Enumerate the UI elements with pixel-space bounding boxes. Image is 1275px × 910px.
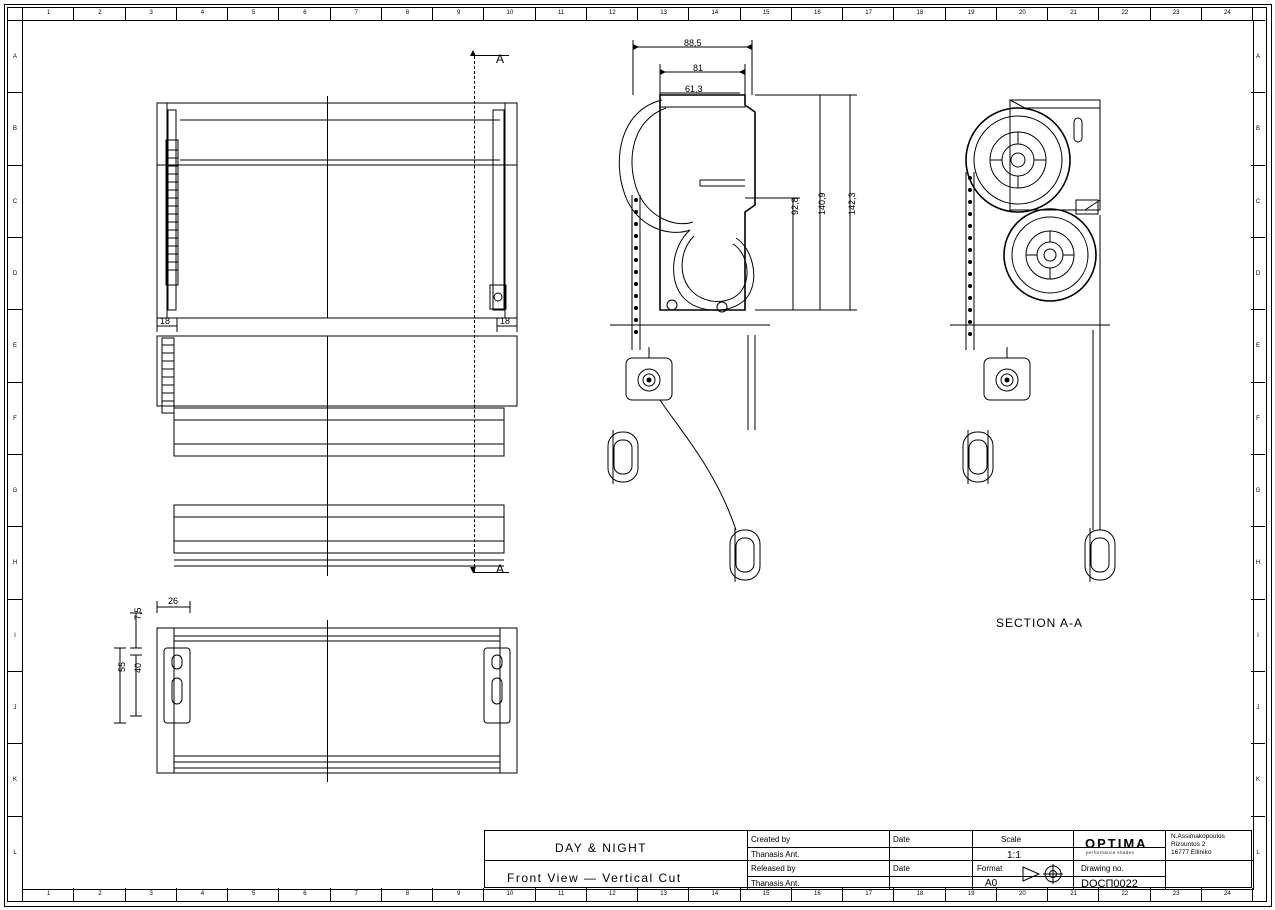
drawing-no-value: DOCΠ0022 (1081, 878, 1138, 890)
ruler-cell: 1 (22, 7, 74, 20)
ruler-cell: 15 (740, 888, 792, 901)
ruler-cell: B (8, 92, 22, 165)
ruler-cell: 23 (1150, 7, 1202, 20)
dim-81: 81 (693, 63, 704, 73)
ruler-cell: K (1251, 743, 1265, 816)
ruler-cell: 19 (945, 7, 997, 20)
ruler-cell: 12 (586, 888, 638, 901)
ruler-cell: C (1251, 165, 1265, 238)
ruler-cell: B (1251, 92, 1265, 165)
title-block (484, 830, 1252, 888)
ruler-cell: G (1251, 454, 1265, 527)
ruler-cell: 11 (535, 7, 587, 20)
company-address-line-1: N.Assimakopoulos (1171, 833, 1225, 840)
dim-18-right: 18 (500, 316, 511, 326)
ruler-cell: 10 (483, 888, 535, 901)
ruler-cell: 4 (176, 888, 228, 901)
ruler-cell: 20 (996, 7, 1048, 20)
ruler-cell: 2 (73, 888, 125, 901)
scale-label: Scale (1001, 835, 1022, 844)
created-by-value: Thanasis Ant. (751, 850, 800, 859)
centerline-lower (327, 620, 328, 782)
ruler-cell: I (8, 599, 22, 672)
ruler-cell: A (8, 20, 22, 93)
ruler-cell: 2 (73, 7, 125, 20)
ruler-cell: 9 (432, 888, 484, 901)
section-letter-top: A (496, 52, 506, 66)
date-label-1: Date (893, 835, 910, 844)
ruler-cell: 21 (1047, 888, 1099, 901)
ruler-cell: 22 (1098, 7, 1150, 20)
released-by-label: Released by (751, 864, 796, 873)
ruler-cell: 24 (1201, 888, 1253, 901)
ruler-cell: L (8, 816, 22, 889)
dim-7-5: 7,5 (133, 607, 143, 620)
section-arrow-top (470, 50, 476, 56)
drawing-no-label: Drawing no. (1081, 864, 1124, 873)
ruler-cell: 18 (893, 888, 945, 901)
ruler-cell: 7 (330, 888, 382, 901)
ruler-cell: 14 (688, 7, 740, 20)
view-name: Front View — Vertical Cut (507, 871, 682, 885)
centerline-upper (327, 96, 328, 318)
ruler-cell: 21 (1047, 7, 1099, 20)
ruler-cell: 5 (227, 7, 279, 20)
company-address-line-3: 16777 Elliniko (1171, 849, 1212, 856)
ruler-cell: 4 (176, 7, 228, 20)
ruler-cell: F (1251, 382, 1265, 455)
ruler-cell: 20 (996, 888, 1048, 901)
ruler-cell: 13 (637, 888, 689, 901)
ruler-cell: D (8, 237, 22, 310)
ruler-cell: 3 (125, 888, 177, 901)
ruler-cell: 1 (22, 888, 74, 901)
dim-arrow (633, 44, 639, 50)
ruler-cell: J (1251, 671, 1265, 744)
company-logo: OPTIMA (1085, 836, 1148, 851)
ruler-cell: 17 (842, 888, 894, 901)
ruler-cell: 3 (125, 7, 177, 20)
ruler-cell: 7 (330, 7, 382, 20)
ruler-cell: H (8, 526, 22, 599)
ruler-cell: F (8, 382, 22, 455)
ruler-cell: C (8, 165, 22, 238)
dim-arrow (746, 44, 752, 50)
ruler-cell: L (1251, 816, 1265, 889)
section-arrow-bottom (470, 567, 476, 573)
ruler-cell: 22 (1098, 888, 1150, 901)
ruler-cell: 8 (381, 7, 433, 20)
section-cut-dashed-line (474, 56, 475, 572)
ruler-cell: 15 (740, 7, 792, 20)
ruler-cell: E (1251, 309, 1265, 382)
format-label: Format (977, 864, 1003, 873)
ruler-cell: 8 (381, 888, 433, 901)
ruler-cell: 13 (637, 7, 689, 20)
ruler-cell: 14 (688, 888, 740, 901)
ruler-cell: 11 (535, 888, 587, 901)
section-a-a-label: SECTION A-A (996, 616, 1084, 630)
dim-40: 40 (133, 662, 143, 673)
ruler-cell: 9 (432, 7, 484, 20)
ruler-cell: D (1251, 237, 1265, 310)
ruler-cell: 16 (791, 888, 843, 901)
ruler-cell: E (8, 309, 22, 382)
dim-55: 55 (117, 661, 127, 672)
centerline-middle (327, 336, 328, 576)
released-by-value: Thanasis Ant. (751, 879, 800, 888)
ruler-cell: 19 (945, 888, 997, 901)
dim-88-5: 88,5 (684, 38, 702, 48)
ruler-cell: I (1251, 599, 1265, 672)
section-letter-bottom: A (496, 562, 506, 576)
ruler-cell: 5 (227, 888, 279, 901)
dim-92-8: 92,8 (790, 197, 800, 215)
ruler-cell: 12 (586, 7, 638, 20)
format-value: A0 (985, 878, 998, 889)
dim-140-9: 140,9 (817, 192, 827, 215)
ruler-cell: G (8, 454, 22, 527)
dim-arrow (739, 69, 745, 75)
scale-value: 1:1 (1007, 850, 1021, 861)
ruler-cell: K (8, 743, 22, 816)
ruler-cell: 18 (893, 7, 945, 20)
ruler-cell: 17 (842, 7, 894, 20)
dim-142-3: 142,3 (847, 192, 857, 215)
company-address-line-2: Rizountos 2 (1171, 841, 1206, 848)
date-label-2: Date (893, 864, 910, 873)
created-by-label: Created by (751, 835, 791, 844)
product-name: DAY & NIGHT (555, 841, 648, 855)
dim-61-3: 61,3 (685, 84, 703, 94)
ruler-cell: 23 (1150, 888, 1202, 901)
dim-arrow (660, 69, 666, 75)
ruler-cell: A (1251, 20, 1265, 93)
ruler-cell: 10 (483, 7, 535, 20)
dim-18-left: 18 (160, 316, 171, 326)
ruler-cell: J (8, 671, 22, 744)
ruler-cell: 6 (278, 888, 330, 901)
ruler-cell: 6 (278, 7, 330, 20)
ruler-cell: 24 (1201, 7, 1253, 20)
ruler-cell: 16 (791, 7, 843, 20)
ruler-cell: H (1251, 526, 1265, 599)
company-tagline: performance shades (1086, 850, 1135, 855)
dim-26: 26 (168, 596, 179, 606)
